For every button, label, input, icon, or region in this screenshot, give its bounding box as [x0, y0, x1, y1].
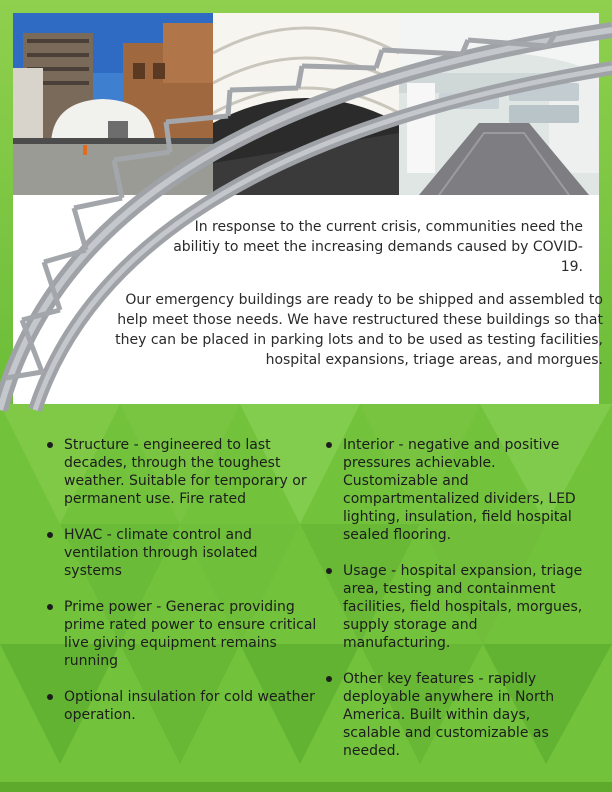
features-list-left: [46, 436, 318, 742]
photo-strip: [13, 13, 599, 195]
intro-paragraph-1: In response to the current crisis, communities need the abilitiy to meet the increasing demands caused by COVID-19.: [173, 219, 583, 275]
intro-paragraph-2: Our emergency buildings are ready to be shipped and assembled to help meet those needs. We have restructured these buildings so that they can be placed in parking lots and to be used as testing facilities, hospital expansions, triage areas, and morgues.: [115, 292, 603, 368]
features-list-right: [325, 436, 585, 778]
hospital-beds-photo: [399, 13, 599, 195]
feature-structure: Structure - engineered to last decades, through the toughest weather. Suitable for temporary or permanent use. Fire rated: [46, 436, 318, 508]
intro-text-panel: [13, 195, 603, 404]
feature-other: Other key features - rapidly deployable anywhere in North America. Built within days, scalable and customizable as needed.: [325, 670, 585, 760]
feature-prime-power: Prime power - Generac providing prime rated power to ensure critical live giving equipment remains running: [46, 598, 318, 670]
feature-interior: Interior - negative and positive pressures achievable. Customizable and compartmentalized dividers, LED lighting, insulation, field hospital sealed flooring.: [325, 436, 585, 544]
feature-usage: Usage - hospital expansion, triage area, testing and containment facilities, field hospitals, morgues, supply storage and manufacturing.: [325, 562, 585, 652]
exterior-dome-photo: [13, 13, 213, 195]
feature-hvac: HVAC - climate control and ventilation through isolated systems: [46, 526, 318, 580]
feature-insulation: Optional insulation for cold weather operation.: [46, 688, 318, 724]
dome-interior-photo: [213, 13, 399, 195]
